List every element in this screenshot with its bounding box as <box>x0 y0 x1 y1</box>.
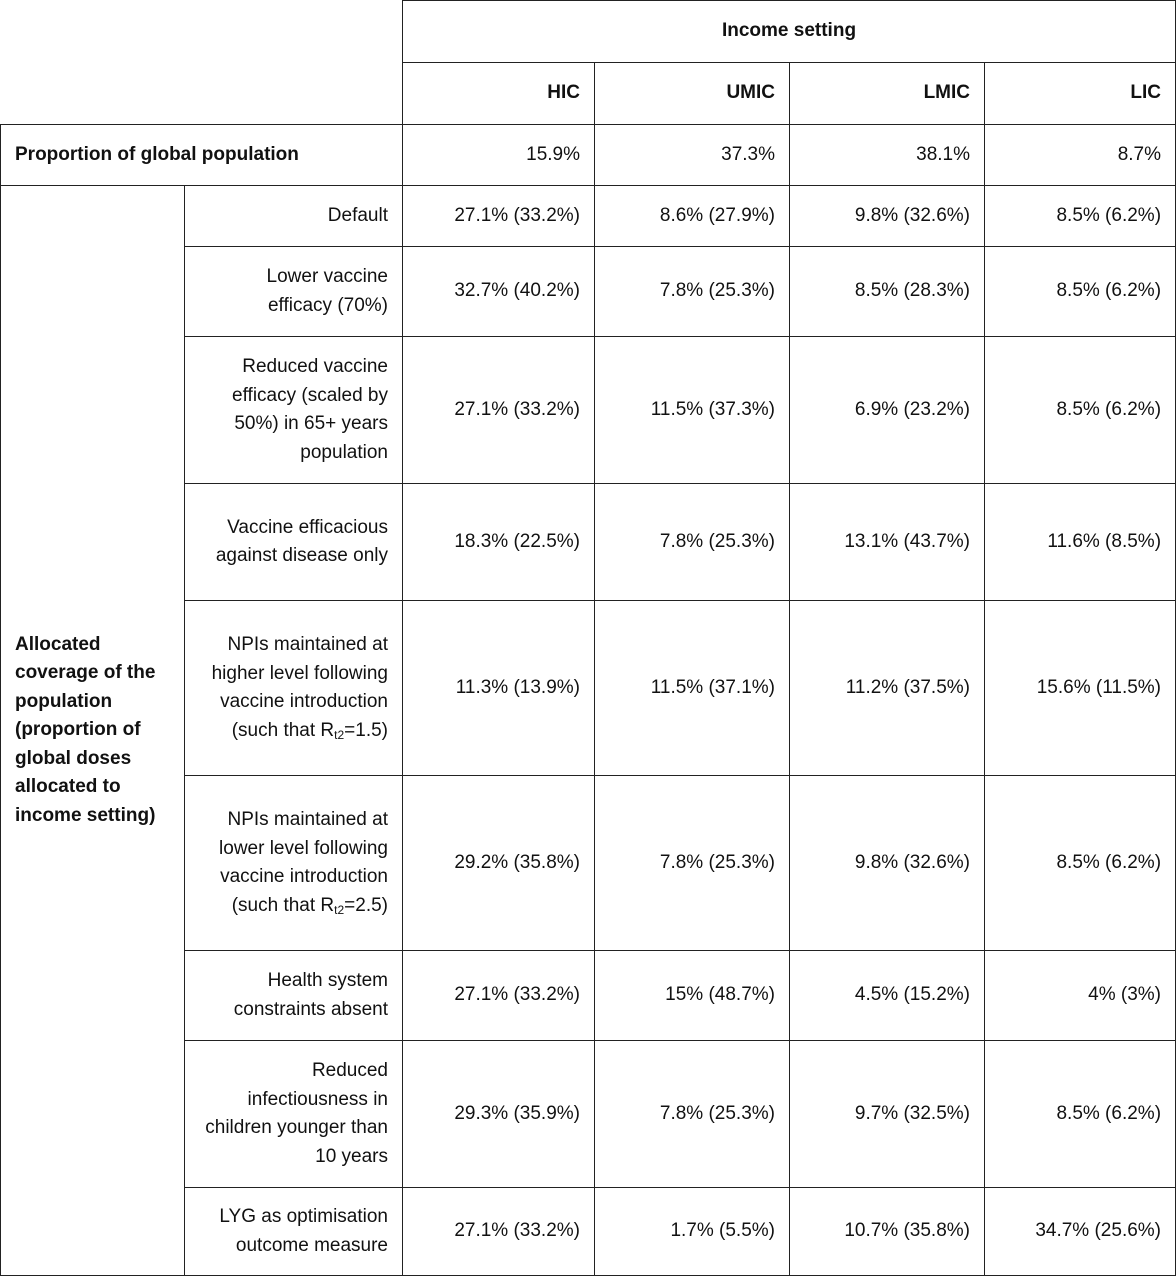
coverage-cell-lic: 8.5% (6.2%) <box>985 776 1176 951</box>
column-header-umic: UMIC <box>595 63 790 125</box>
coverage-cell-hic: 32.7% (40.2%) <box>403 247 595 337</box>
coverage-cell-umic: 1.7% (5.5%) <box>595 1188 790 1276</box>
coverage-cell-lic: 11.6% (8.5%) <box>985 484 1176 601</box>
column-header-hic: HIC <box>403 63 595 125</box>
scenario-label-subscript: t2 <box>334 902 345 917</box>
scenario-label-suffix: =1.5) <box>344 719 388 741</box>
coverage-cell-lic: 8.5% (6.2%) <box>985 337 1176 484</box>
scenario-label-subscript: t2 <box>334 727 345 742</box>
coverage-cell-lic: 4% (3%) <box>985 951 1176 1041</box>
coverage-cell-lic: 34.7% (25.6%) <box>985 1188 1176 1276</box>
coverage-cell-hic: 27.1% (33.2%) <box>403 337 595 484</box>
coverage-cell-lic: 8.5% (6.2%) <box>985 247 1176 337</box>
scenario-label: Reduced infectiousness in children younger than 10 years <box>185 1041 403 1188</box>
coverage-cell-hic: 27.1% (33.2%) <box>403 951 595 1041</box>
coverage-cell-hic: 29.2% (35.8%) <box>403 776 595 951</box>
header-group-row <box>1 1 1176 63</box>
coverage-cell-lmic: 9.8% (32.6%) <box>790 776 985 951</box>
column-header-lic: LIC <box>985 63 1176 125</box>
coverage-cell-lmic: 4.5% (15.2%) <box>790 951 985 1041</box>
coverage-cell-umic: 15% (48.7%) <box>595 951 790 1041</box>
empty-corner-cell <box>1 63 403 125</box>
scenario-label: Reduced vaccine efficacy (scaled by 50%) in 65+ years population <box>185 337 403 484</box>
coverage-cell-lmic: 11.2% (37.5%) <box>790 601 985 776</box>
scenario-label <box>185 776 403 951</box>
population-row <box>1 125 1176 186</box>
population-value-lmic: 38.1% <box>790 125 985 186</box>
coverage-cell-umic: 8.6% (27.9%) <box>595 186 790 247</box>
scenario-label <box>185 601 403 776</box>
coverage-cell-lmic: 9.8% (32.6%) <box>790 186 985 247</box>
coverage-group-label: Allocated coverage of the population (proportion of global doses allocated to income setting) <box>1 186 185 1276</box>
scenario-label: Default <box>185 186 403 247</box>
scenario-label: Vaccine efficacious against disease only <box>185 484 403 601</box>
population-value-umic: 37.3% <box>595 125 790 186</box>
coverage-cell-umic: 7.8% (25.3%) <box>595 247 790 337</box>
coverage-cell-hic: 29.3% (35.9%) <box>403 1041 595 1188</box>
coverage-cell-umic: 7.8% (25.3%) <box>595 776 790 951</box>
coverage-cell-lmic: 8.5% (28.3%) <box>790 247 985 337</box>
coverage-cell-umic: 7.8% (25.3%) <box>595 1041 790 1188</box>
table-row <box>1 186 1176 247</box>
coverage-cell-umic: 11.5% (37.1%) <box>595 601 790 776</box>
coverage-cell-hic: 27.1% (33.2%) <box>403 1188 595 1276</box>
scenario-label-text: NPIs maintained at higher level following vaccine introduction (such that R <box>211 634 388 741</box>
coverage-cell-umic: 7.8% (25.3%) <box>595 484 790 601</box>
column-header-lmic: LMIC <box>790 63 985 125</box>
coverage-cell-lmic: 9.7% (32.5%) <box>790 1041 985 1188</box>
empty-corner-cell <box>1 1 403 63</box>
coverage-cell-lmic: 13.1% (43.7%) <box>790 484 985 601</box>
header-columns-row <box>1 63 1176 125</box>
population-row-label: Proportion of global population <box>1 125 403 186</box>
scenario-label: Lower vaccine efficacy (70%) <box>185 247 403 337</box>
population-value-hic: 15.9% <box>403 125 595 186</box>
coverage-cell-umic: 11.5% (37.3%) <box>595 337 790 484</box>
coverage-cell-hic: 18.3% (22.5%) <box>403 484 595 601</box>
scenario-label: Health system constraints absent <box>185 951 403 1041</box>
coverage-cell-hic: 11.3% (13.9%) <box>403 601 595 776</box>
coverage-cell-lmic: 10.7% (35.8%) <box>790 1188 985 1276</box>
income-setting-header: Income setting <box>403 1 1176 63</box>
coverage-cell-hic: 27.1% (33.2%) <box>403 186 595 247</box>
coverage-cell-lmic: 6.9% (23.2%) <box>790 337 985 484</box>
coverage-cell-lic: 15.6% (11.5%) <box>985 601 1176 776</box>
coverage-cell-lic: 8.5% (6.2%) <box>985 1041 1176 1188</box>
scenario-label: LYG as optimisation outcome measure <box>185 1188 403 1276</box>
coverage-cell-lic: 8.5% (6.2%) <box>985 186 1176 247</box>
scenario-label-suffix: =2.5) <box>344 894 388 916</box>
population-value-lic: 8.7% <box>985 125 1176 186</box>
scenario-label-text: NPIs maintained at lower level following vaccine introduction (such that R <box>219 809 388 916</box>
